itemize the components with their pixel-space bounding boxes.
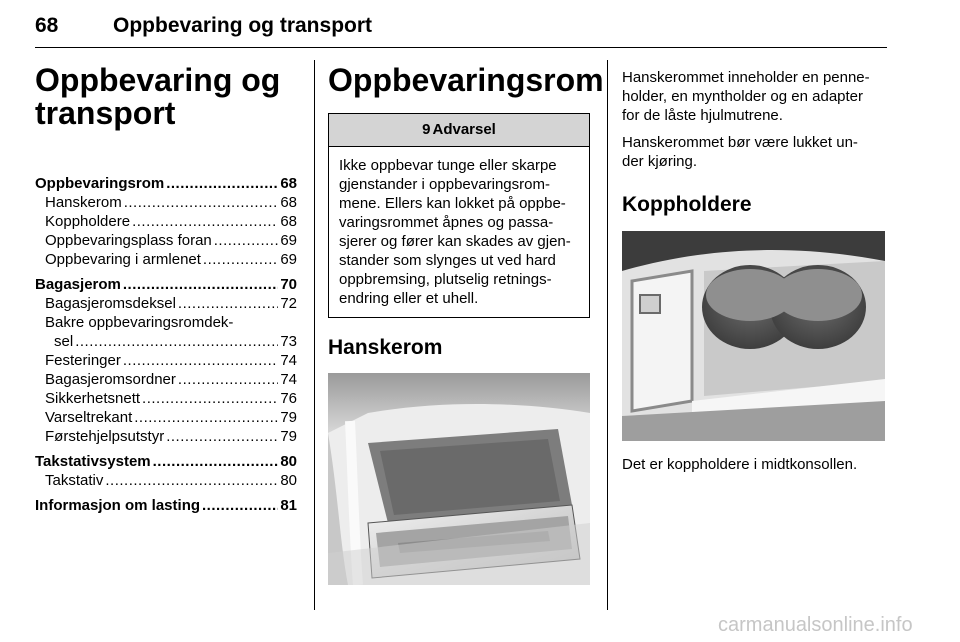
toc-entry[interactable] — [35, 250, 297, 269]
watermark: carmanualsonline.info — [718, 614, 913, 636]
toc-entry-page: 73 — [280, 333, 297, 350]
page-header — [35, 14, 372, 38]
toc-entry[interactable] — [35, 275, 297, 294]
toc-leader-dots — [123, 275, 278, 294]
toc-leader-dots — [214, 231, 279, 250]
toc-entry-page: 81 — [280, 497, 297, 514]
toc-entry[interactable] — [35, 174, 297, 193]
toc-entry-title: Bagasjerom — [35, 276, 121, 293]
chapter-title-line: transport — [35, 95, 176, 131]
toc-leader-dots — [75, 332, 278, 351]
running-title: Oppbevaring og transport — [113, 14, 373, 37]
warning-line: endring eller et uhell. — [339, 290, 479, 307]
toc-entry-title: Koppholdere — [45, 213, 131, 230]
cupholder-illustration — [622, 231, 885, 441]
toc-entry-title: Oppbevaringsrom — [35, 175, 165, 192]
glovebox-paragraph — [622, 68, 888, 125]
warning-line: Ikke oppbevar tunge eller skarpe — [339, 157, 557, 174]
toc-entry-title: Bakre oppbevaringsromdek- — [45, 314, 234, 331]
toc-leader-dots — [203, 250, 278, 269]
warning-line: stander som slynges ut ved hard — [339, 252, 556, 269]
toc-entry-page: 69 — [280, 232, 297, 249]
toc-entry[interactable] — [35, 193, 297, 212]
toc-entry[interactable] — [35, 313, 297, 332]
toc-entry-page: 69 — [280, 251, 297, 268]
toc-entry-page: 74 — [280, 371, 297, 388]
toc-entry-page: 80 — [280, 472, 297, 489]
toc-entry-page: 74 — [280, 352, 297, 369]
right-column — [622, 68, 888, 474]
toc-entry[interactable] — [35, 332, 297, 351]
toc-entry-page: 68 — [280, 213, 297, 230]
toc-entry-title: Oppbevaringsplass foran — [45, 232, 212, 249]
cupholders-heading: Koppholdere — [622, 193, 752, 216]
text-line: holder, en myntholder og en adapter — [622, 88, 864, 105]
toc-entry[interactable] — [35, 294, 297, 313]
toc-entry[interactable] — [35, 471, 297, 490]
toc-entry[interactable] — [35, 496, 297, 515]
warning-line: mene. Ellers kan lokket på oppbe- — [339, 195, 566, 212]
toc-entry-page: 79 — [280, 409, 297, 426]
toc-leader-dots — [153, 452, 279, 471]
warning-line: oppbremsing, plutselig retnings- — [339, 271, 552, 288]
warning-line: gjenstander i oppbevaringsrom- — [339, 176, 550, 193]
toc-entry-title: Festeringer — [45, 352, 121, 369]
chapter-column — [35, 64, 297, 515]
cupholder-caption: Det er koppholdere i midtkonsollen. — [622, 456, 858, 473]
warning-symbol-icon: 9 — [422, 121, 431, 138]
toc-entry-page: 68 — [280, 194, 297, 211]
toc-leader-dots — [142, 389, 278, 408]
toc-entry-title: Oppbevaring i armlenet — [45, 251, 201, 268]
toc-leader-dots — [105, 471, 278, 490]
toc-leader-dots — [166, 174, 278, 193]
toc-entry-title: Takstativ — [45, 472, 104, 489]
toc-entry[interactable] — [35, 408, 297, 427]
chapter-title-line: Oppbevaring og — [35, 62, 281, 98]
toc-leader-dots — [178, 294, 278, 313]
toc-entry-page: 68 — [280, 175, 297, 192]
toc-leader-dots — [134, 408, 278, 427]
warning-title: Advarsel — [432, 121, 496, 138]
glovebox-illustration — [328, 373, 590, 585]
toc-entry-page: 70 — [280, 276, 297, 293]
warning-line: sjerer og fører kan skades av gjen- — [339, 233, 571, 250]
warning-box — [328, 113, 590, 318]
column-divider — [314, 60, 315, 610]
column-divider — [607, 60, 608, 610]
toc-entry[interactable] — [35, 389, 297, 408]
text-line: for de låste hjulmutrene. — [622, 107, 783, 124]
chapter-title — [35, 64, 297, 130]
table-of-contents — [35, 174, 297, 515]
toc-entry[interactable] — [35, 452, 297, 471]
toc-entry-title: Takstativsystem — [35, 453, 151, 470]
toc-leader-dots — [132, 212, 278, 231]
toc-entry-title: Sikkerhetsnett — [45, 390, 141, 407]
warning-line: varingsrommet åpnes og passa- — [339, 214, 554, 231]
toc-entry-title: Førstehjelpsutstyr — [45, 428, 165, 445]
toc-entry-title: Bagasjeromsordner — [45, 371, 176, 388]
toc-leader-dots — [202, 496, 278, 515]
section-title: Oppbevaringsrom — [328, 62, 604, 98]
toc-entry-page: 79 — [280, 428, 297, 445]
toc-entry[interactable] — [35, 370, 297, 389]
toc-entry-title: sel — [54, 333, 74, 350]
text-line: Hanskerommet inneholder en penne- — [622, 69, 870, 86]
glovebox-closed-paragraph — [622, 133, 888, 171]
toc-entry-page: 72 — [280, 295, 297, 312]
toc-leader-dots — [124, 193, 279, 212]
glovebox-heading: Hanskerom — [328, 336, 443, 359]
toc-entry[interactable] — [35, 212, 297, 231]
toc-entry-title: Varseltrekant — [45, 409, 133, 426]
toc-entry[interactable] — [35, 351, 297, 370]
page-number: 68 — [35, 14, 59, 37]
toc-entry-page: 76 — [280, 390, 297, 407]
toc-leader-dots — [178, 370, 278, 389]
warning-body — [329, 147, 589, 317]
header-rule — [35, 47, 887, 48]
toc-entry-title: Informasjon om lasting — [35, 497, 201, 514]
toc-entry[interactable] — [35, 231, 297, 250]
toc-leader-dots — [166, 427, 278, 446]
text-line: der kjøring. — [622, 153, 698, 170]
text-line: Hanskerommet bør være lukket un- — [622, 134, 858, 151]
toc-entry[interactable] — [35, 427, 297, 446]
toc-leader-dots — [123, 351, 278, 370]
toc-entry-title: Bagasjeromsdeksel — [45, 295, 176, 312]
warning-header — [329, 114, 589, 147]
toc-entry-page: 80 — [280, 453, 297, 470]
toc-entry-title: Hanskerom — [45, 194, 122, 211]
middle-column — [328, 62, 604, 585]
